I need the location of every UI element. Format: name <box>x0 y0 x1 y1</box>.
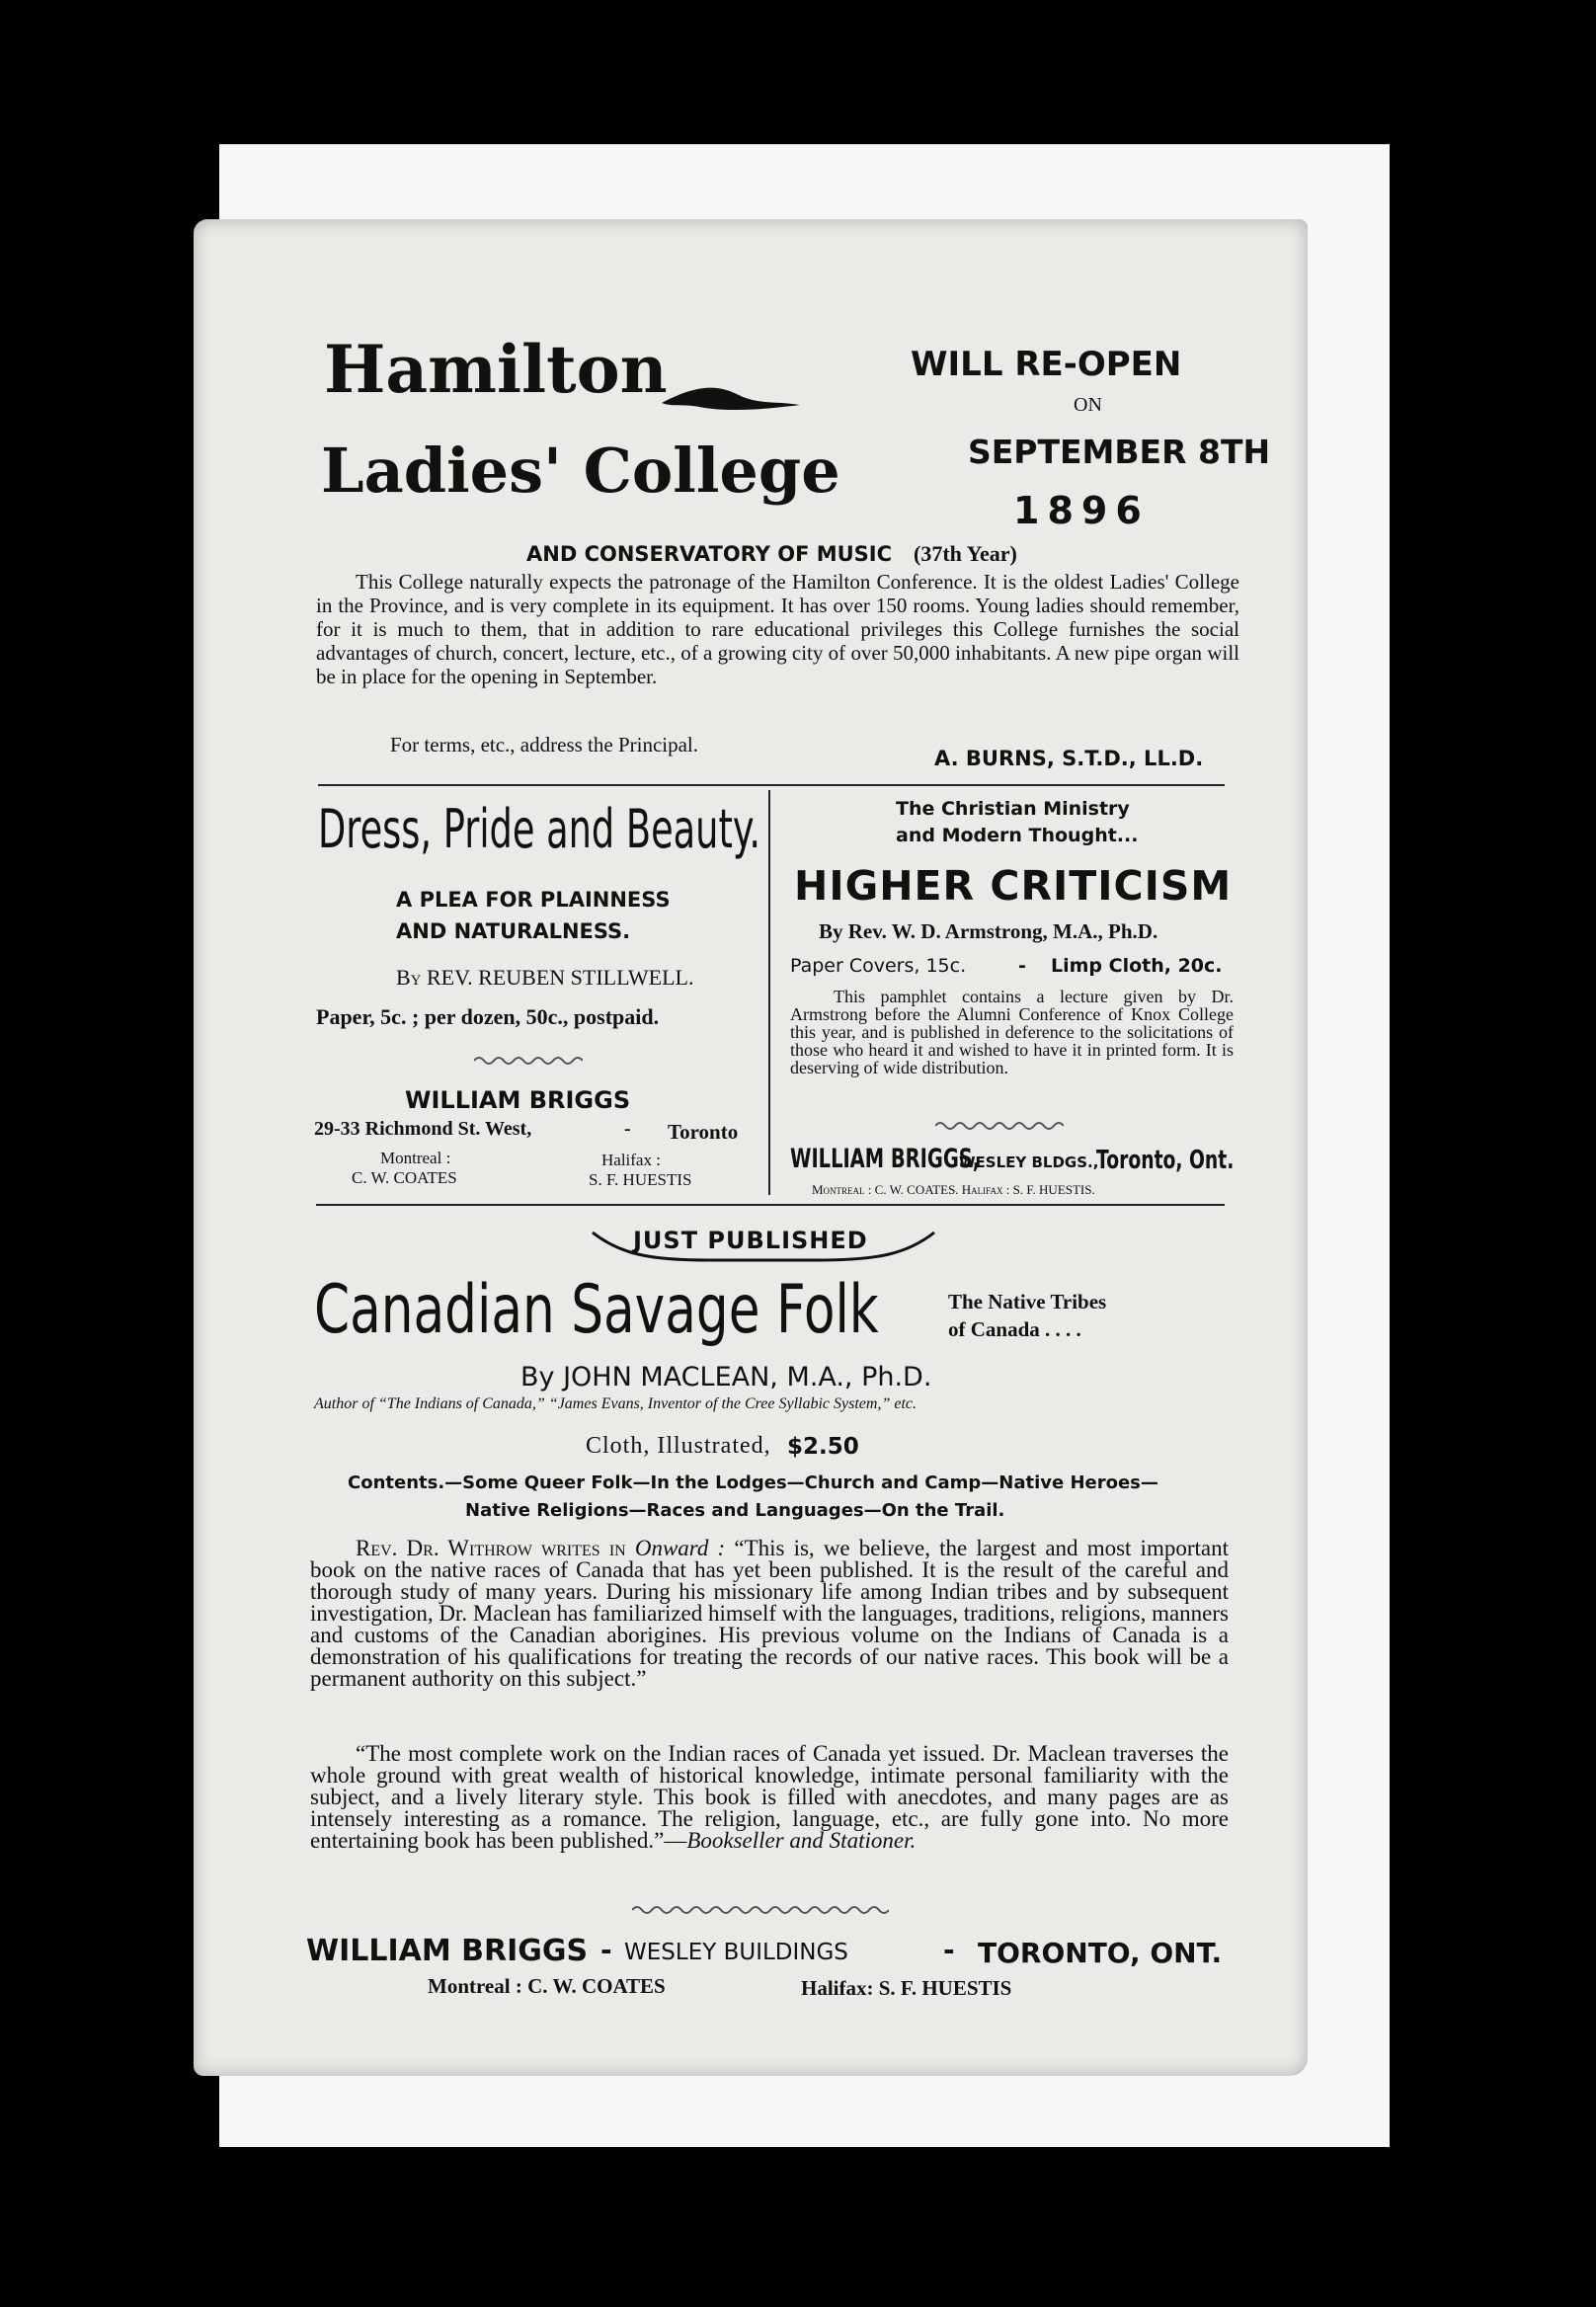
reopen-on: ON <box>1074 394 1102 416</box>
ministry-kicker-line1: The Christian Ministry <box>896 798 1130 820</box>
ministry-kicker-line2: and Modern Thought... <box>896 825 1139 846</box>
divider-top <box>318 784 1225 786</box>
reopen-line1: WILL RE-OPEN <box>911 345 1182 384</box>
savage-price-label: Cloth, Illustrated, <box>586 1433 771 1459</box>
footer-dash2: - <box>943 1934 955 1966</box>
dress-subtitle-line1: A PLEA FOR PLAINNESS <box>396 888 671 912</box>
dress-price: Paper, 5c. ; per dozen, 50c., postpaid. <box>316 1004 660 1029</box>
savage-author-note: Author of “The Indians of Canada,” “James Evans, Inventor of the Cree Syllabic System,” etc. <box>314 1395 918 1412</box>
savage-review1 <box>310 1538 1229 1690</box>
savage-price: $2.50 <box>787 1434 859 1460</box>
dress-montreal-label: Montreal : <box>380 1149 451 1167</box>
dress-subtitle-line2: AND NATURALNESS. <box>396 919 631 943</box>
hamilton-address-note: For terms, etc., address the Principal. <box>390 733 699 756</box>
dress-halifax-label: Halifax : <box>601 1151 661 1169</box>
savage-review1-source: Onward : <box>634 1536 726 1560</box>
hamilton-body: This College naturally expects the patronage of the Hamilton Conference. It is the oldest Ladies' College in the Province, and is very complete in its equipment. It has over 150 rooms. Young ladies should remember, for it is much to them, that in addition to rare educational privileges this College furnishes the social advantages of church, concert, lecture, etc., of a growing city of over 50,000 inhabitants. A new pipe organ will be in place for the opening in September. <box>316 570 1239 688</box>
ministry-publisher: WILLIAM BRIGGS, <box>790 1144 981 1174</box>
ministry-publisher-city: Toronto, Ont. <box>1096 1146 1235 1175</box>
ministry-body: This pamphlet contains a lecture given by Dr. Armstrong before the Alumni Conference of Knox College this year, and is published in deference to the solicitations of those who heard it and wished to have it in printed form. It is deserving of wide distribution. <box>790 987 1234 1077</box>
dress-publisher: WILLIAM BRIGGS <box>405 1086 631 1114</box>
dress-dash: - <box>624 1118 631 1140</box>
footer-halifax: Halifax: S. F. HUESTIS <box>801 1976 1012 2000</box>
ministry-author: By Rev. W. D. Armstrong, M.A., Ph.D. <box>819 919 1158 943</box>
swash-ornament <box>660 373 803 418</box>
savage-review1-text: “This is, we believe, the largest and most important book on the native races of Canada that has yet been published. It is the result of the careful and thorough study of many years. During his missionary life among Indian tribes and by subsequent investigation, Dr. Maclean has familiarized himself with the languages, traditions, religions, manners and customs of the Canadian aborigines. His previous volume on the Indians of Canada is a demonstration of his qualifications for treating the records of our native races. This book will be a permanent authority on this subject.” <box>310 1536 1229 1691</box>
savage-contents-line2: Native Religions—Races and Languages—On the Trail. <box>465 1500 1005 1521</box>
divider-middle <box>316 1204 1225 1206</box>
savage-review2-text: “The most complete work on the Indian races of Canada yet issued. Dr. Maclean traverses the whole ground with great wealth of historical knowledge, intimate personal familiarity with the subject, and a lively literary style. This book is filled with anecdotes, and many pages are as intensely interesting as a romance. The religion, language, etc., are fully gone into. No more entertaining book has been published.”— <box>310 1741 1229 1853</box>
hamilton-title-line1: Hamilton <box>324 331 668 408</box>
reopen-date: SEPTEMBER 8TH <box>968 433 1271 471</box>
just-published-banner: JUST PUBLISHED <box>633 1227 868 1254</box>
ministry-agents: Montreal : C. W. COATES. Halifax : S. F. HUESTIS. <box>812 1182 1095 1197</box>
column-divider <box>768 790 770 1195</box>
dress-halifax-agent: S. F. HUESTIS <box>589 1170 692 1189</box>
footer-buildings: WESLEY BUILDINGS <box>624 1940 848 1965</box>
wave-ornament-right <box>935 1120 1064 1132</box>
savage-aside-line2: of Canada . . . . <box>948 1317 1081 1341</box>
dress-title: Dress, Pride and Beauty. <box>318 798 761 860</box>
savage-aside-line1: The Native Tribes <box>948 1290 1107 1313</box>
wave-ornament-bottom <box>632 1904 889 1916</box>
hamilton-principal: A. BURNS, S.T.D., LL.D. <box>934 747 1204 770</box>
footer-montreal: Montreal : C. W. COATES <box>428 1974 666 1998</box>
savage-author: By JOHN MACLEAN, M.A., Ph.D. <box>520 1362 932 1392</box>
savage-review1-lead: Rev. Dr. Withrow writes in <box>356 1536 626 1560</box>
dress-author: By REV. REUBEN STILLWELL. <box>396 965 694 990</box>
reopen-year: 1896 <box>1013 489 1150 532</box>
ministry-title: HIGHER CRITICISM <box>794 862 1233 910</box>
dress-city: Toronto <box>668 1120 739 1144</box>
ministry-price-paper: Paper Covers, 15c. <box>790 955 967 977</box>
dress-montreal-agent: C. W. COATES <box>352 1168 457 1187</box>
footer-city: TORONTO, ONT. <box>978 1937 1223 1969</box>
savage-review2-source: Bookseller and Stationer. <box>686 1828 917 1853</box>
savage-contents-line1: Contents.—Some Queer Folk—In the Lodges—Church and Camp—Native Heroes— <box>348 1472 1158 1493</box>
savage-review2 <box>310 1743 1229 1852</box>
hamilton-subtitle-year: (37th Year) <box>914 541 1017 566</box>
ministry-price-dash: - <box>1018 955 1026 977</box>
dress-address: 29-33 Richmond St. West, <box>314 1118 532 1140</box>
hamilton-title-line2: Ladies' College <box>321 435 840 507</box>
savage-title: Canadian Savage Folk <box>314 1271 879 1349</box>
wave-ornament <box>474 1055 583 1067</box>
ministry-price-cloth: Limp Cloth, 20c. <box>1051 955 1223 977</box>
footer-publisher: WILLIAM BRIGGS <box>306 1934 589 1968</box>
ministry-publisher-bldg: WESLEY BLDGS., <box>959 1154 1099 1171</box>
footer-dash1: - <box>600 1934 612 1966</box>
hamilton-subtitle: AND CONSERVATORY OF MUSIC <box>526 542 893 566</box>
